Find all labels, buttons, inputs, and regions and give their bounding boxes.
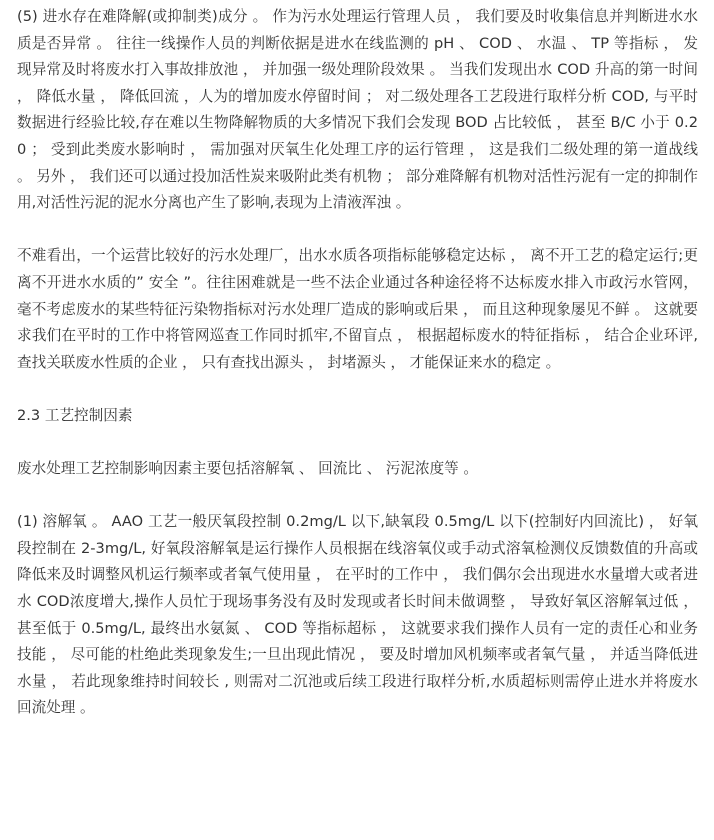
paragraph-control-factors: 废水处理工艺控制影响因素主要包括溶解氧 、 回流比 、 污泥浓度等 。: [17, 460, 479, 478]
paragraph-influent-refractory: (5) 进水存在难降解(或抑制类)成分 。 作为污水处理运行管理人员 ， 我们要及时收集信息并判断进水水质是否异常 。 往往一线操作人员的判断依据是进水在线监测的 pH 、 COD 、 水温 、 TP 等指标 ， 发现异常及时将废水打入事故排放池 ， 并加强一级处理阶段效果 。 当我们发现出水 COD 升高的第一时间 ， 降低水量 ， 降低回流 ，人为的增加废水停留时间 ； 对二级处理各工艺段进行取样分析 COD, 与平时数据进行经验比较,存在难以生物降解物质的大多情况下我们会发现 BOD 占比较低 ， 甚至 B/C 小于 0.20 ； 受到此类废水影响时 ， 需加强对厌氧生化处理工序的运行管理 ， 这是我们二级处理的第一道战线 。 另外 ， 我们还可以通过投加活性炭来吸附此类有机物 ； 部分难降解有机物对活性污泥有一定的抑制作用,对活性污泥的泥水分离也产生了影响,表现为上清液浑浊 。: [17, 8, 698, 212]
paragraph-spacer: [17, 430, 698, 457]
paragraph-influent-safety: 不难看出，一个运营比较好的污水处理厂，出水水质各项指标能够稳定达标 ， 离不开工艺的稳定运行;更离不开进水水质的” 安全 ”。往往困难就是一些不法企业通过各种途径将不达标废水排入市政污水管网，毫不考虑废水的某些特征污染物指标对污水处理厂造成的影响或后果 ， 而且这种现象屡见不鲜 。 这就要求我们在平时的工作中将管网巡查工作同时抓牢,不留盲点 ， 根据超标废水的特征指标 ， 结合企业环评,查找关联废水性质的企业 ， 只有查找出源头 ， 封堵源头 ， 才能保证来水的稳定 。: [17, 247, 698, 371]
section-heading: 2.3 工艺控制因素: [17, 406, 133, 424]
paragraph-dissolved-oxygen: (1) 溶解氧 。 AAO 工艺一般厌氧段控制 0.2mg/L 以下,缺氧段 0.5mg/L 以下(控制好内回流比) ， 好氧段控制在 2-3mg/L, 好氧段溶解氧是运行操作人员根据在线溶氧仪或手动式溶氧检测仪反馈数值的升高或降低来及时调整风机运行频率或者氧气使用量 ， 在平时的工作中 ， 我们偶尔会出现进水水量增大或者进水 COD浓度增大,操作人员忙于现场事务没有及时发现或者长时间未做调整 ， 导致好氧区溶解氧过低 ， 甚至低于 0.5mg/L, 最终出水氨氮 、 COD 等指标超标 ， 这就要求我们操作人员有一定的责任心和业务技能 ， 尽可能的杜绝此类现象发生;一旦出现此情况 ， 要及时增加风机频率或者氧气量 ， 并适当降低进水量 ， 若此现象维持时间较长 , 则需对二沉池或后续工段进行取样分析,水质超标则需停止进水并将废水回流处理 。: [17, 513, 698, 717]
paragraph-spacer: [17, 483, 698, 510]
paragraph-spacer: [17, 217, 698, 244]
paragraph-spacer: [17, 376, 698, 403]
